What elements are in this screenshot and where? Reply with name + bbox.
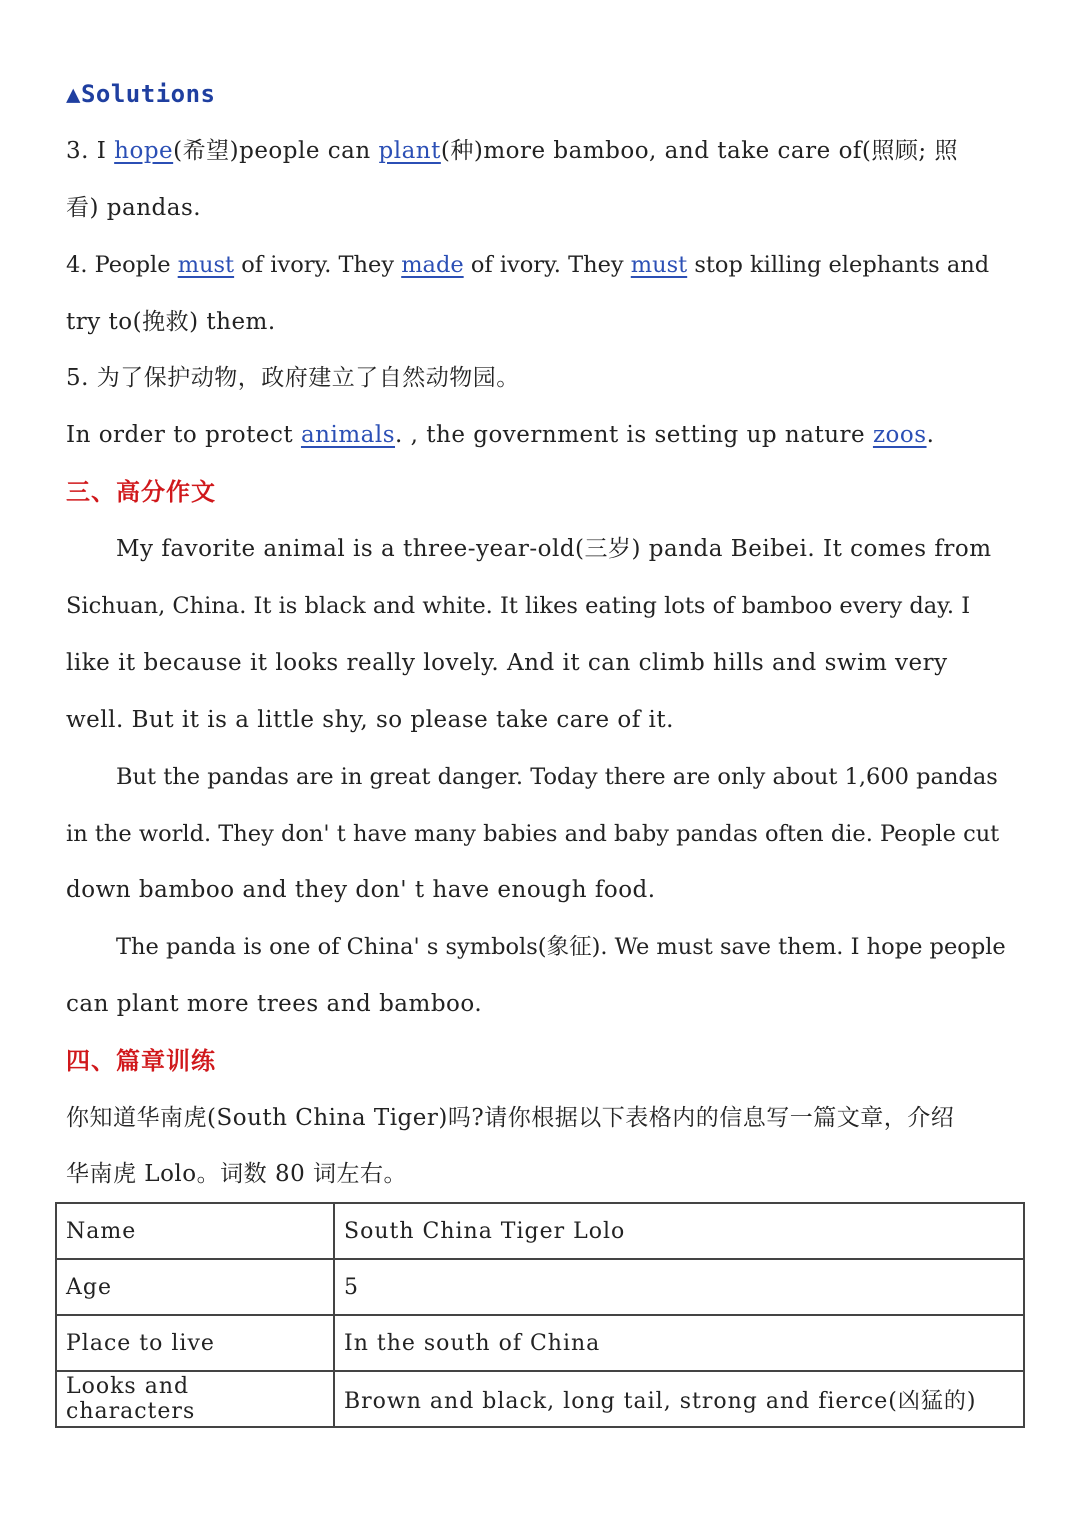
q4-d: stop killing elephants and <box>687 252 990 278</box>
q4-a: 4. People <box>66 252 178 278</box>
essay-p3-line-1: The panda is one of China' s symbols(象征). We must save them. I hope people <box>116 934 1006 960</box>
essay-p1-line-3: like it because it looks really lovely. And it can climb hills and swim very <box>66 650 948 676</box>
table-value-cell: South China Tiger Lolo <box>334 1203 1024 1259</box>
q3-line-2: 看) pandas. <box>66 195 202 221</box>
table-row <box>56 1259 1024 1315</box>
section-4-title: 四、篇章训练 <box>66 1046 216 1075</box>
q3-line-1 <box>66 135 1014 167</box>
q3-mid1: (希望)people can <box>173 138 379 164</box>
tiger-info-table <box>55 1202 1025 1428</box>
q4-line-2: try to(挽救) them. <box>66 309 276 335</box>
solutions-label: Solutions <box>80 80 216 108</box>
q5-a: In order to protect <box>66 422 301 448</box>
table-row <box>56 1371 1024 1427</box>
q3-answer-plant: plant <box>378 138 441 164</box>
q5-answer-zoos: zoos <box>872 422 927 448</box>
q5-prompt: 5. 为了保护动物，政府建立了自然动物园。 <box>66 365 520 391</box>
essay-p2-line-3: down bamboo and they don' t have enough food. <box>66 877 656 903</box>
table-label-cell: Age <box>56 1259 334 1315</box>
essay-p2-line-1: But the pandas are in great danger. Today there are only about 1,600 pandas <box>116 764 998 790</box>
essay-p1-line-4: well. But it is a little shy, so please take care of it. <box>66 707 674 733</box>
table-row <box>56 1203 1024 1259</box>
section-3-title: 三、高分作文 <box>66 477 216 506</box>
q4-line-1 <box>66 249 1014 281</box>
triangle-icon: ▲ <box>66 80 81 108</box>
essay-p1-line-2: Sichuan, China. It is black and white. It likes eating lots of bamboo every day. I <box>66 593 971 619</box>
solutions-heading <box>66 78 1014 111</box>
table-value-cell: In the south of China <box>334 1315 1024 1371</box>
q4-answer-1: must <box>177 252 235 278</box>
q5-answer <box>66 419 1014 451</box>
essay-p1-line-1: My favorite animal is a three-year-old(三岁) panda Beibei. It comes from <box>116 536 992 562</box>
q4-answer-3: must <box>630 252 688 278</box>
q3-answer-hope: hope <box>114 138 174 164</box>
section-4-prompt-2: 华南虎 Lolo。词数 80 词左右。 <box>66 1161 408 1187</box>
q4-b: of ivory. They <box>234 252 402 278</box>
table-label-cell: Name <box>56 1203 334 1259</box>
q5-answer-animals: animals <box>300 422 396 448</box>
essay-p3-line-2: can plant more trees and bamboo. <box>66 991 483 1017</box>
section-4-prompt-1: 你知道华南虎(South China Tiger)吗?请你根据以下表格内的信息写一篇文章，介绍 <box>66 1105 955 1131</box>
table-row <box>56 1315 1024 1371</box>
table-label-cell: Place to live <box>56 1315 334 1371</box>
table-value-cell: Brown and black, long tail, strong and fierce(凶猛的) <box>334 1371 1024 1427</box>
q3-mid2: (种)more bamboo, and take care of(照顾; 照 <box>440 138 958 164</box>
q4-c: of ivory. They <box>463 252 631 278</box>
table-label-cell: Looks and characters <box>56 1371 334 1427</box>
essay-p2-line-2: in the world. They don' t have many babies and baby pandas often die. People cut <box>66 821 1000 847</box>
q5-c: . <box>926 422 935 448</box>
table-value-cell: 5 <box>334 1259 1024 1315</box>
q4-answer-2: made <box>401 252 464 278</box>
q3-prefix: 3. I <box>66 138 115 164</box>
q5-b: . , the government is setting up nature <box>395 422 873 448</box>
